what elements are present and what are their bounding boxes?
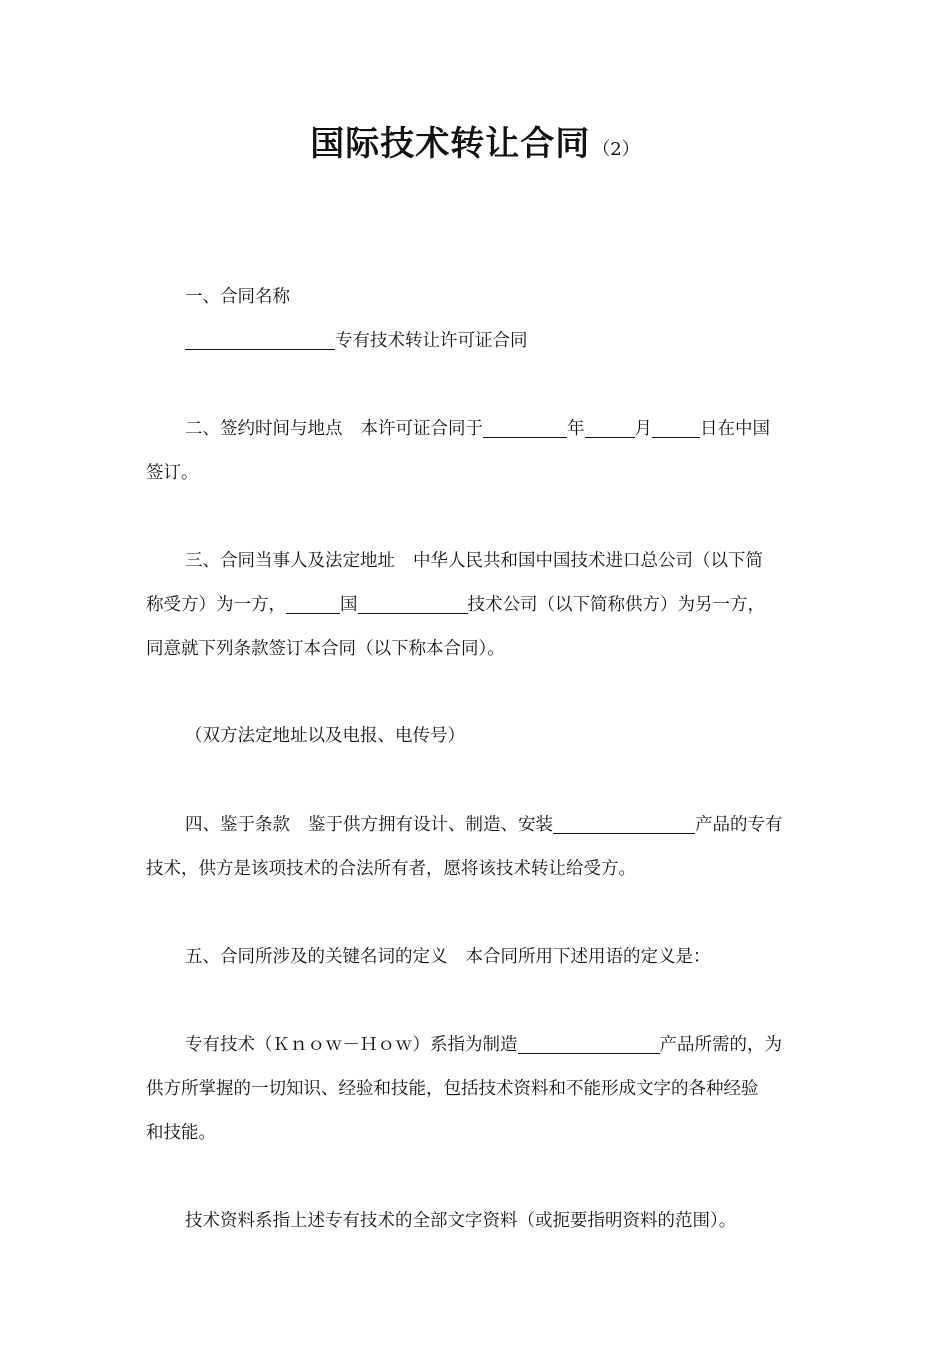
definition-1-line-2 xyxy=(146,1078,811,1100)
product-blank-1[interactable] xyxy=(553,815,695,834)
section-3-text-c: 同意就下列条款签订本合同（以下称本合同）。 xyxy=(146,639,505,659)
company-blank[interactable] xyxy=(358,595,468,614)
section-3-heading: 三、合同当事人及法定地址 xyxy=(185,551,395,571)
section-3-text-b2: 国 xyxy=(340,595,358,615)
day-label: 日在中国 xyxy=(700,419,770,439)
section-3-line-3 xyxy=(146,638,811,660)
section-3-line-1 xyxy=(185,550,850,572)
title-suffix: （2） xyxy=(592,139,640,160)
section-2-text-b: 签订。 xyxy=(146,463,199,483)
section-4-heading: 四、鉴于条款 xyxy=(185,815,290,835)
section-2-line-1 xyxy=(185,418,850,440)
section-5-line-1 xyxy=(185,946,850,968)
definition-1-line-3 xyxy=(146,1122,811,1144)
section-3-line-2 xyxy=(146,594,811,616)
section-1-text: 专有技术转让许可证合同 xyxy=(335,331,528,351)
country-blank[interactable] xyxy=(286,595,340,614)
section-4-text-a1: 鉴于供方拥有设计、制造、安装 xyxy=(308,815,553,835)
definition-1-line-1 xyxy=(185,1034,850,1056)
month-label: 月 xyxy=(634,419,652,439)
definition-1-text-a2: 产品所需的，为 xyxy=(659,1035,782,1055)
section-3-note xyxy=(185,725,850,747)
section-2-line-2 xyxy=(146,462,811,484)
section-3-note-text: （双方法定地址以及电报、电传号） xyxy=(185,726,465,746)
day-blank[interactable] xyxy=(652,419,700,438)
section-3-text-b1: 称受方）为一方， xyxy=(146,595,286,615)
section-1-body xyxy=(185,330,850,352)
section-3-text-b3: 技术公司（以下简称供方）为另一方， xyxy=(467,595,765,615)
year-label: 年 xyxy=(567,419,585,439)
section-4-text-a2: 产品的专有 xyxy=(695,815,783,835)
month-blank[interactable] xyxy=(585,419,635,438)
document-title xyxy=(0,116,950,165)
section-2-text-a: 本许可证合同于 xyxy=(360,419,483,439)
year-blank[interactable] xyxy=(483,419,567,438)
title-main: 国际技术转让合同 xyxy=(310,124,591,164)
section-2-heading: 二、签约时间与地点 xyxy=(185,419,343,439)
section-1-heading xyxy=(185,286,850,308)
definition-1-text-c: 和技能。 xyxy=(146,1123,216,1143)
section-4-text-b: 技术，供方是该项技术的合法所有者，愿将该技术转让给受方。 xyxy=(146,859,636,879)
definition-2-line xyxy=(185,1210,850,1232)
section-1-heading-text: 一、合同名称 xyxy=(185,287,290,307)
contract-name-blank[interactable] xyxy=(185,331,335,350)
section-5-heading: 五、合同所涉及的关键名词的定义 xyxy=(185,947,448,967)
product-blank-2[interactable] xyxy=(518,1035,660,1054)
section-4-line-1 xyxy=(185,814,850,836)
section-5-text: 本合同所用下述用语的定义是： xyxy=(465,947,711,967)
definition-1-text-a1: 专有技术（Ｋｎｏｗ－Ｈｏｗ）系指为制造 xyxy=(185,1035,518,1055)
definition-2-text: 技术资料系指上述专有技术的全部文字资料（或扼要指明资料的范围）。 xyxy=(185,1211,737,1231)
section-3-text-a: 中华人民共和国中国技术进口总公司（以下简 xyxy=(413,551,763,571)
definition-1-text-b: 供方所掌握的一切知识、经验和技能，包括技术资料和不能形成文字的各种经验 xyxy=(146,1079,759,1099)
section-4-line-2 xyxy=(146,858,811,880)
